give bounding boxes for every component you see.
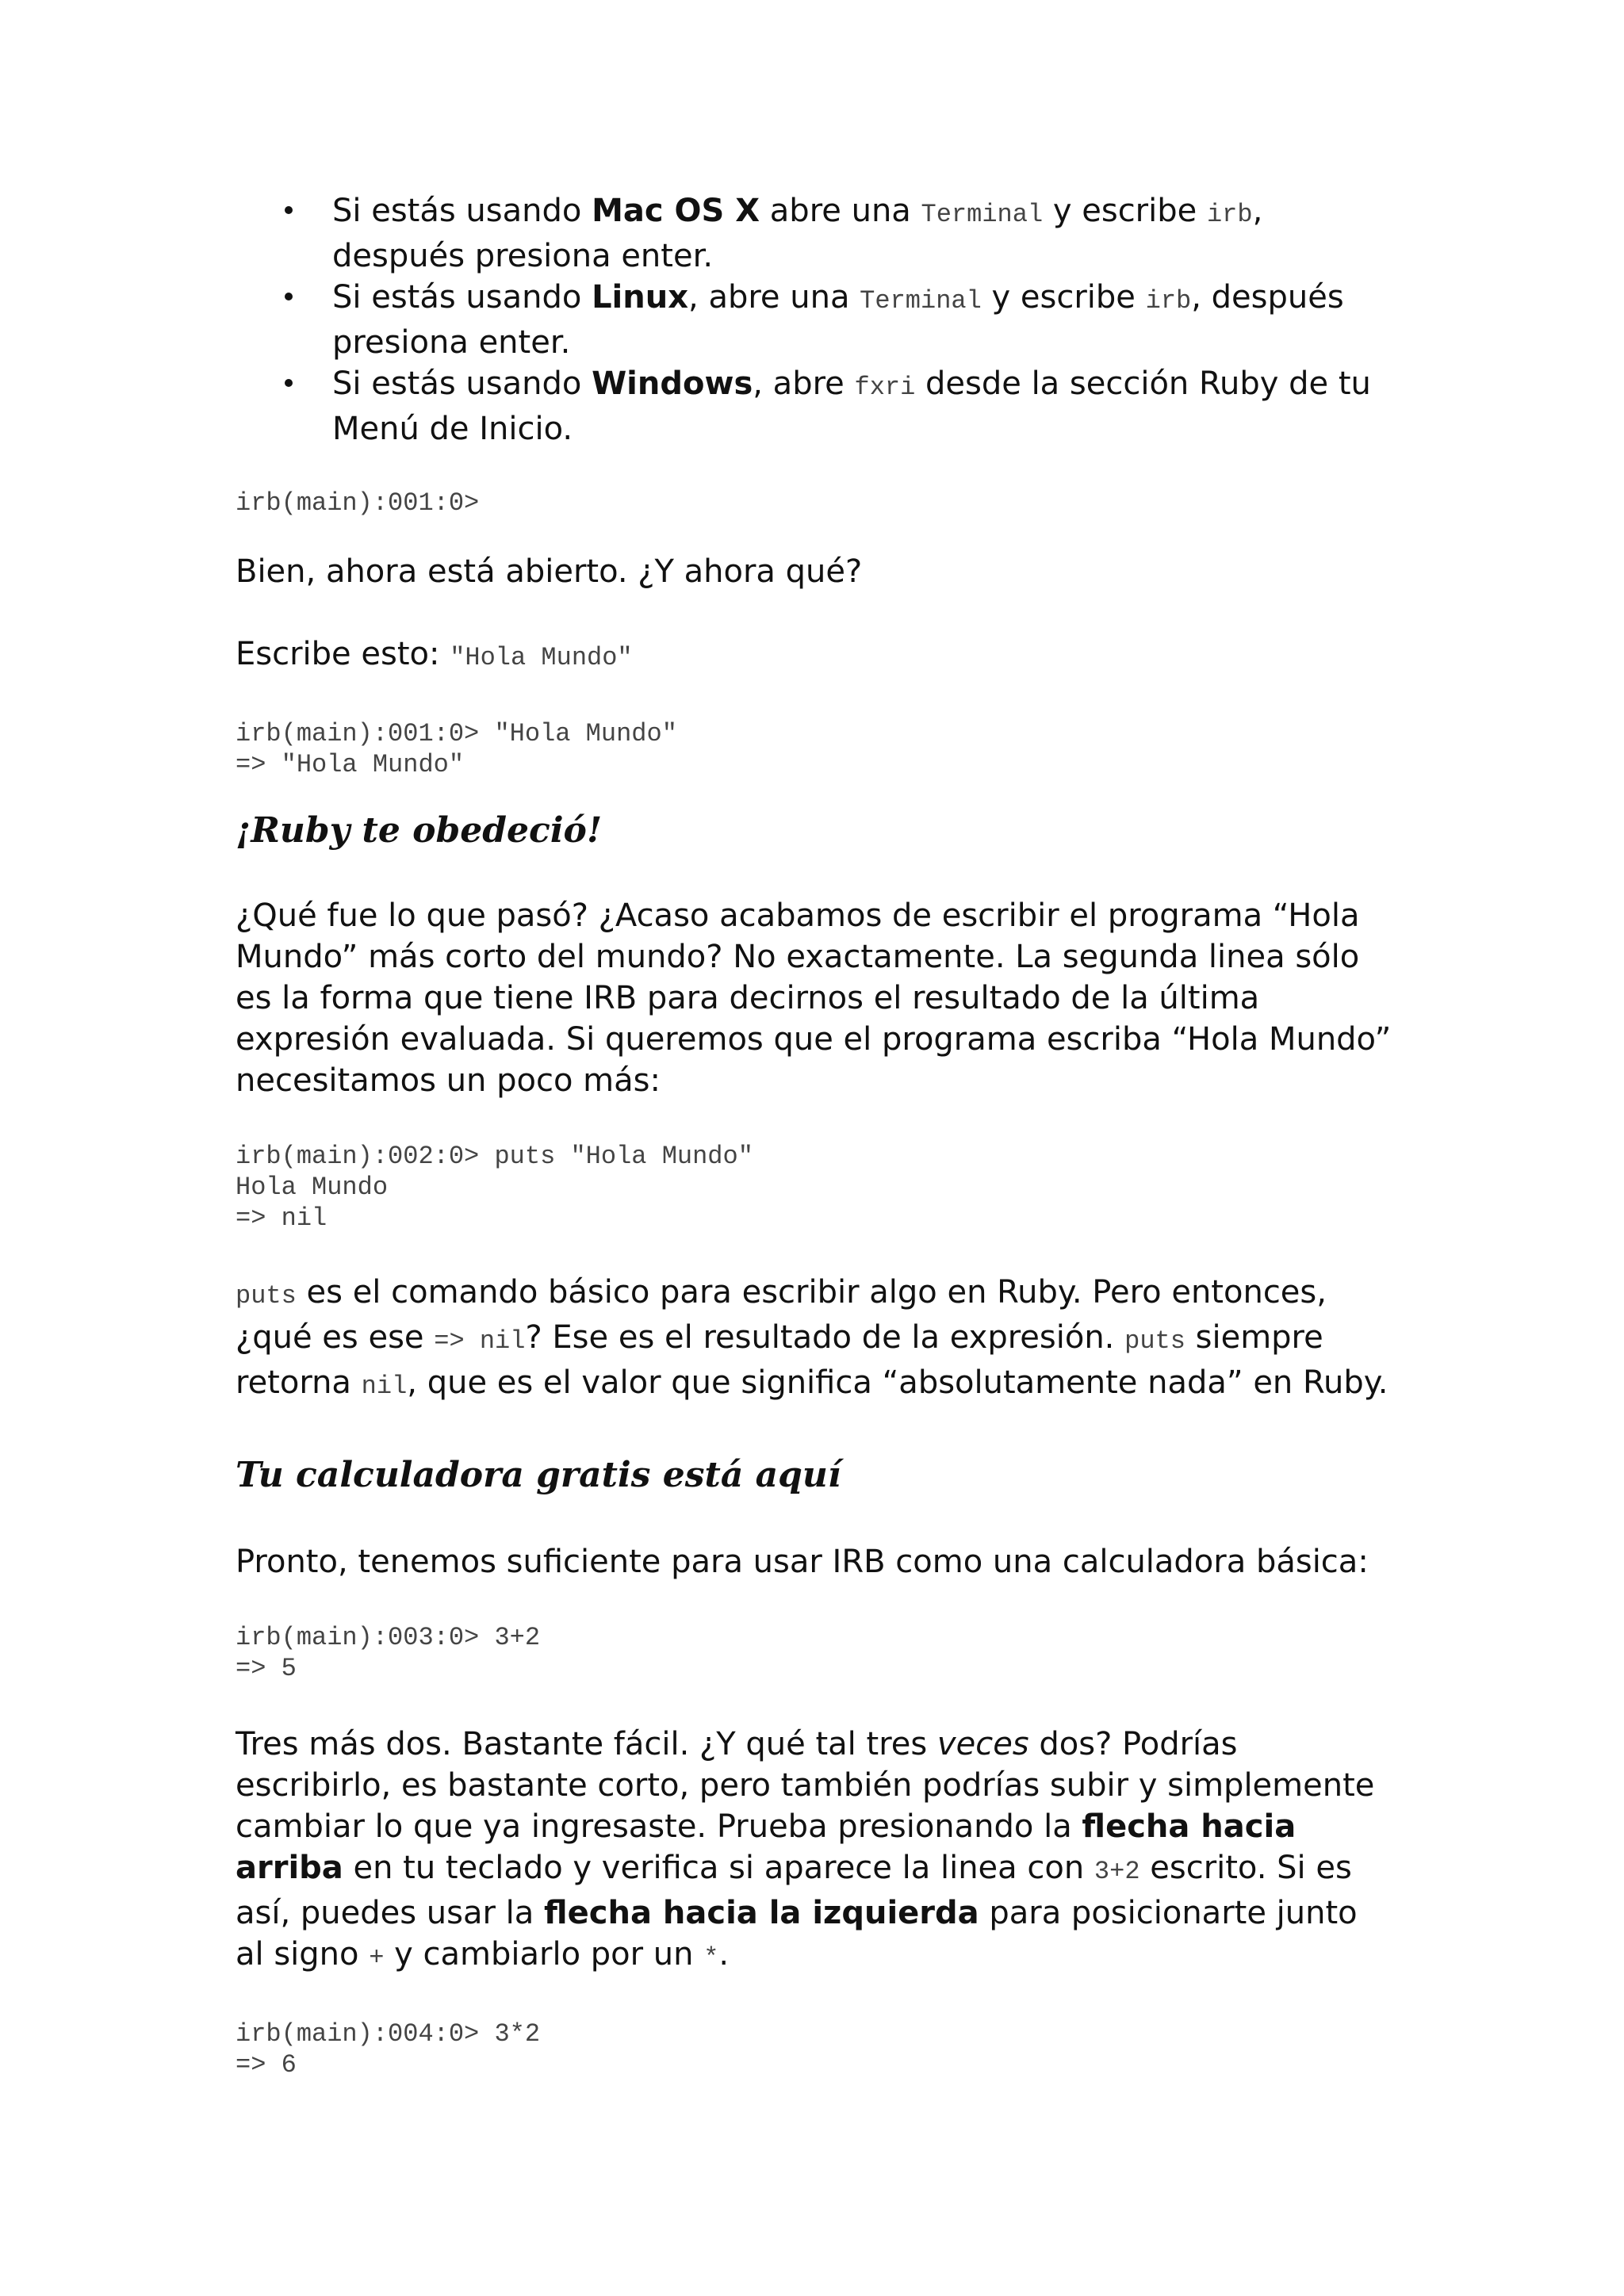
- paragraph-calculator-intro: Pronto, tenemos suficiente para usar IRB como una calculadora básica:: [236, 1544, 1369, 1580]
- section-heading-ruby-obeyed: ¡Ruby te obedeció!: [236, 810, 603, 851]
- inline-code: +: [369, 1943, 385, 1973]
- inline-code: nil: [361, 1372, 408, 1401]
- paragraph-what-happened: ¿Qué fue lo que pasó? ¿Acaso acabamos de escribir el programa “Hola Mundo” más corto del mundo? No exactamente. La segunda linea sólo es la forma que tiene IRB para decirnos el resultado de la última expresión evaluada. Si queremos que el programa escriba “Hola Mundo” necesitamos un poco más:: [236, 897, 1392, 1099]
- code-block-prompt: irb(main):001:0>: [236, 488, 480, 518]
- code-block-puts: irb(main):002:0> puts "Hola Mundo" Hola Mundo => nil: [236, 1142, 753, 1233]
- bullet-icon: [285, 206, 293, 214]
- code-block-multiply: irb(main):004:0> 3*2 => 6: [236, 2019, 541, 2080]
- os-name: Mac OS X: [592, 193, 760, 229]
- inline-code: irb: [1206, 200, 1253, 229]
- paragraph-open: Bien, ahora está abierto. ¿Y ahora qué?: [236, 553, 863, 590]
- inline-code: *: [703, 1943, 719, 1973]
- paragraph-write-this: Escribe esto: "Hola Mundo": [236, 636, 633, 672]
- document-page: [236, 190, 1393, 2080]
- inline-code: puts: [236, 1281, 297, 1311]
- os-name: Windows: [592, 365, 753, 402]
- bullet-icon: [285, 379, 293, 387]
- inline-code: Terminal: [921, 200, 1044, 229]
- inline-code: irb: [1145, 286, 1192, 316]
- inline-code: fxri: [854, 373, 916, 402]
- code-block-hola: irb(main):001:0> "Hola Mundo" => "Hola Mundo": [236, 719, 677, 779]
- inline-code: 3+2: [1094, 1857, 1140, 1886]
- bullet-icon: [285, 293, 293, 300]
- os-name: Linux: [592, 279, 689, 316]
- section-heading-calculator: Tu calculadora gratis está aquí: [236, 1455, 841, 1495]
- list-item-linux: Si estás usando Linux, abre una Terminal y escribe irb, después presiona enter.: [236, 277, 1393, 363]
- inline-code: Terminal: [860, 286, 982, 316]
- inline-code: "Hola Mundo": [450, 643, 633, 672]
- list-item-windows: Si estás usando Windows, abre fxri desde la sección Ruby de tu Menú de Inicio.: [236, 363, 1393, 450]
- list-item-mac: Si estás usando Mac OS X abre una Terminal y escribe irb, después presiona enter.: [236, 190, 1393, 277]
- inline-code: puts: [1124, 1326, 1185, 1356]
- paragraph-puts-explanation: puts es el comando básico para escribir algo en Ruby. Pero entonces, ¿qué es ese => nil? Ese es el resultado de la expresión. puts siempre retorna nil, que es el valor que significa “absolutamente nada” en Ruby.: [236, 1274, 1388, 1401]
- inline-code: => nil: [434, 1326, 526, 1356]
- code-block-sum: irb(main):003:0> 3+2 => 5: [236, 1623, 541, 1683]
- paragraph-arrow-keys: Tres más dos. Bastante fácil. ¿Y qué tal tres veces dos? Podrías escribirlo, es bastante corto, pero también podrías subir y simplemente cambiar lo que ya ingresaste. Prueba presionando la flecha hacia arriba en tu teclado y verifica si aparece la linea con 3+2 escrito. Si es así, puedes usar la flecha hacia la izquierda para posicionarte junto al signo + y cambiarlo por un *.: [236, 1726, 1375, 1973]
- instructions-list: [236, 190, 1393, 450]
